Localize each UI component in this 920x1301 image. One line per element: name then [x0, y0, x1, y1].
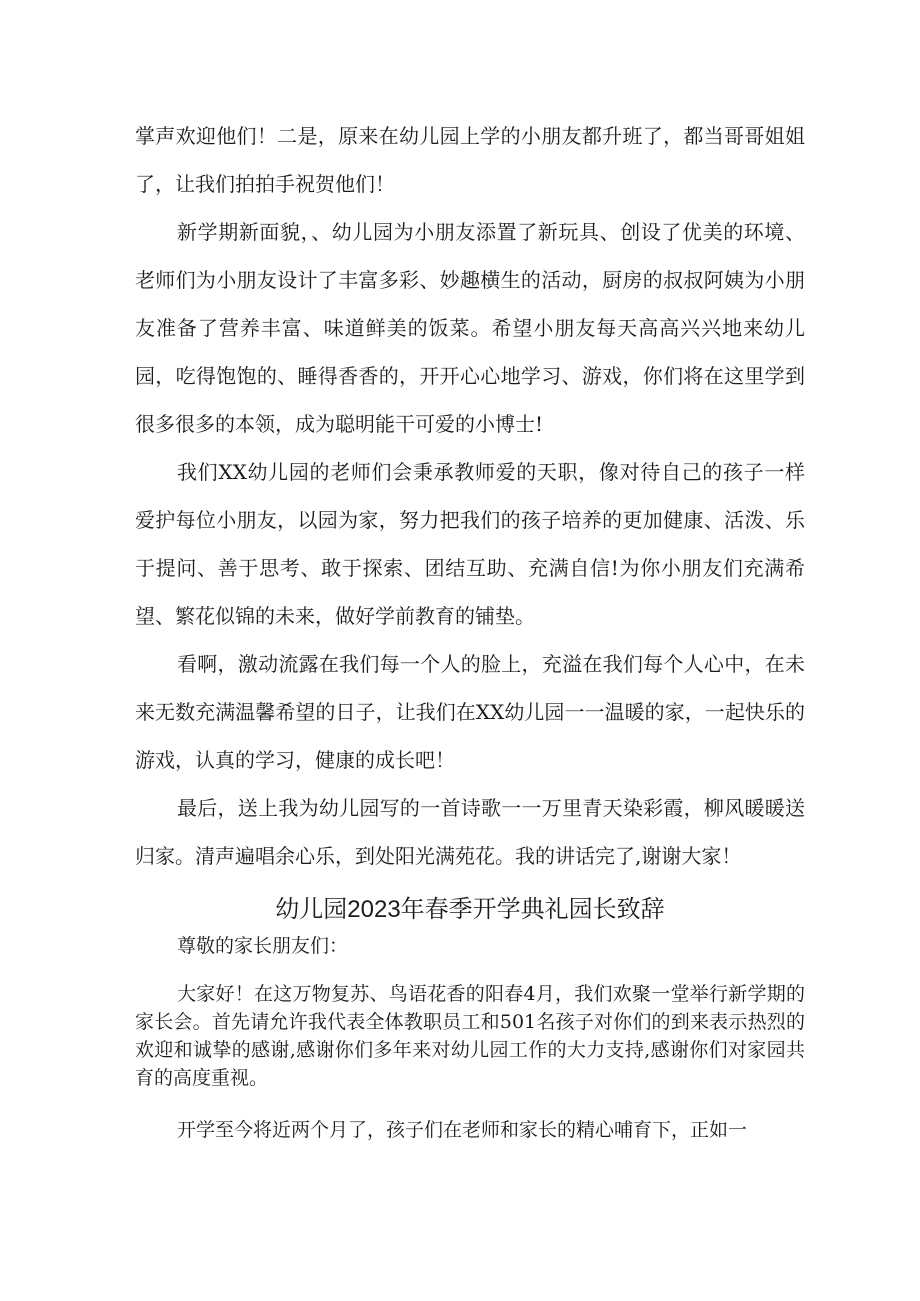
paragraph-3: 我们XX幼儿园的老师们会秉承教师爱的天职，像对待自己的孩子一样爱护每位小朋友，以园为家，努力把我们的孩子培养的更加健康、活泼、乐于提问、善于思考、敢于探索、团结互助、充满自信!为你小朋友们充满希望、繁花似锦的未来，做好学前教育的铺垫。 [135, 460, 805, 628]
paragraph-7: 开学至今将近两个月了，孩子们在老师和家长的精心哺育下，正如一 [177, 1119, 748, 1141]
paragraph-2: 新学期新面貌，、幼儿园为小朋友添置了新玩具、创设了优美的环境、老师们为小朋友设计了丰富多彩、妙趣横生的活动，厨房的叔叔阿姨为小朋友准备了营养丰富、味道鲜美的饭菜。希望小朋友每天高高兴兴地来幼儿园，吃得饱饱的、睡得香香的，开开心心地学习、游戏，你们将在这里学到很多很多的本领，成为聪明能干可爱的小博士! [135, 220, 805, 436]
greeting: 尊敬的家长朋友们： [177, 935, 349, 957]
paragraph-4: 看啊，激动流露在我们每一个人的脸上，充溢在我们每个人心中，在未来无数充满温馨希望的日子，让我们在XX幼儿园一一温暖的家，一起快乐的游戏，认真的学习，健康的成长吧！ [135, 652, 805, 772]
new-speech [135, 932, 805, 1168]
speech-title: 幼儿园2023年春季开学典礼园长致辞 [275, 896, 665, 923]
paragraph-1: 掌声欢迎他们！二是，原来在幼儿园上学的小朋友都升班了，都当哥哥姐姐了，让我们拍拍手祝贺他们！ [135, 124, 805, 196]
paragraph-6: 大家好！在这万物复苏、鸟语花香的阳春4月，我们欢聚一堂举行新学期的家长会。首先请允许我代表全体教职员工和501名孩子对你们的到来表示热烈的欢迎和诚挚的感谢,感谢你们多年来对幼儿园工作的大力支持,感谢你们对家园共育的高度重视。 [135, 983, 805, 1089]
paragraph-5: 最后，送上我为幼儿园写的一首诗歌一一万里青天染彩霞，柳风暖暖送归家。清声遍唱余心乐，到处阳光满苑花。我的讲话完了,谢谢大家！ [135, 796, 805, 868]
speech-continuation [135, 112, 805, 880]
